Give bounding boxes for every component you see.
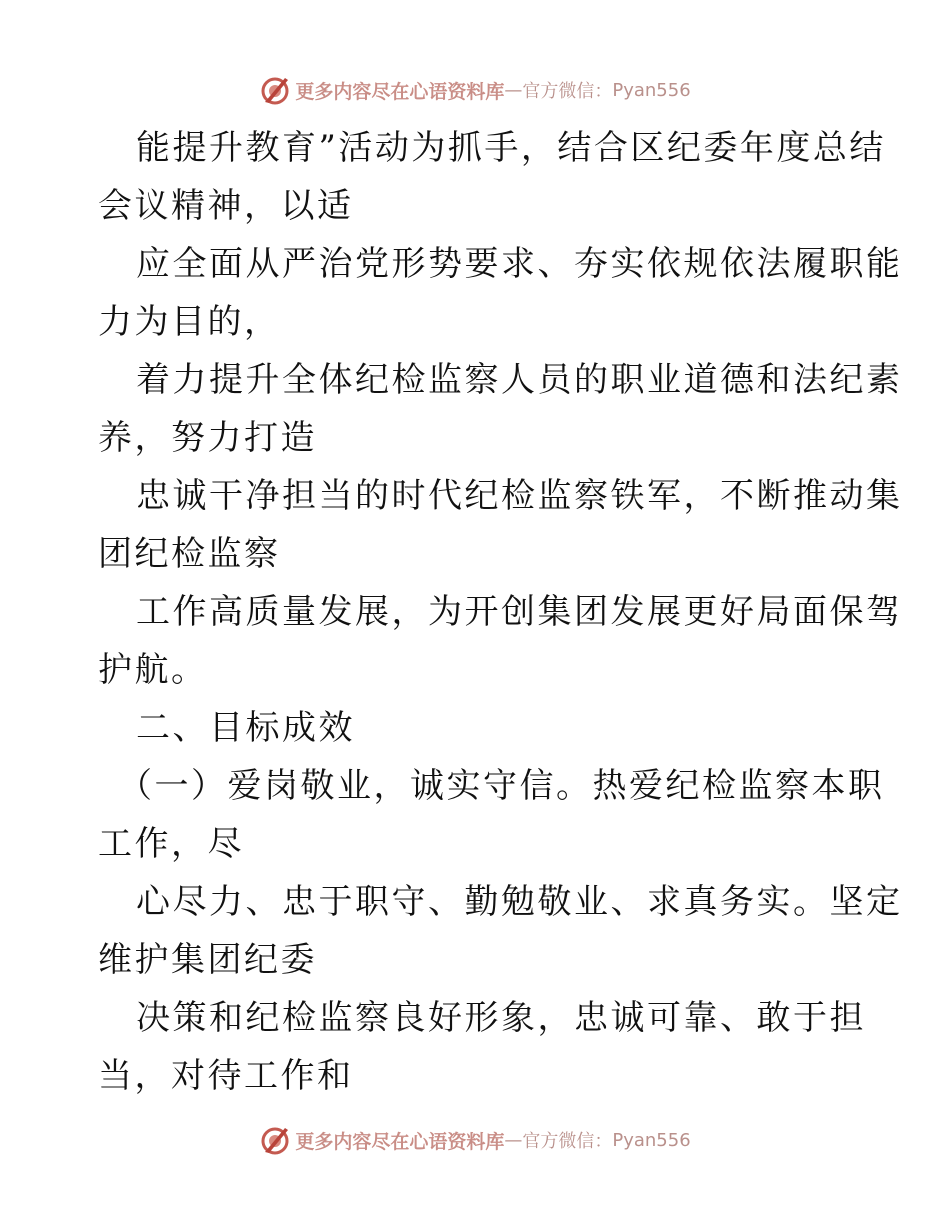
footer-watermark (0, 1120, 950, 1160)
watermark-official-label: 官方微信： (522, 1131, 613, 1152)
paragraph-line: 应全面从严治党形势要求、夯实依规依法履职能 (136, 244, 903, 284)
watermark-main-text: 更多内容尽在心语资料库 (295, 1130, 505, 1153)
paragraph-line: 维护集团纪委 (98, 940, 317, 980)
watermark-official-label: 官方微信： (522, 81, 613, 102)
seal-feather-icon (259, 74, 291, 106)
paragraph-line: 团纪检监察 (98, 534, 281, 574)
watermark-id: Pyan556 (612, 1129, 691, 1151)
paragraph-line: 力为目的， (98, 302, 281, 342)
paragraph-line: 能提升教育”活动为抓手，结合区纪委年度总结 (136, 128, 886, 168)
paragraph-line: 忠诚干净担当的时代纪检监察铁军，不断推动集 (136, 476, 903, 516)
watermark-dash: — (504, 79, 523, 101)
watermark-id: Pyan556 (612, 79, 691, 101)
paragraph-line: 心尽力、忠于职守、勤勉敬业、求真务实。坚定 (136, 882, 903, 922)
section-heading: 二、目标成效 (136, 708, 355, 748)
watermark-dash: — (504, 1129, 523, 1151)
paragraph-line: 当，对待工作和 (98, 1056, 354, 1096)
watermark-main-text: 更多内容尽在心语资料库 (295, 80, 505, 103)
paragraph-line: 决策和纪检监察良好形象，忠诚可靠、敢于担 (136, 998, 866, 1038)
paragraph-line: 着力提升全体纪检监察人员的职业道德和法纪素 (136, 360, 903, 400)
seal-feather-icon (259, 1124, 291, 1156)
paragraph-line: （一）爱岗敬业，诚实守信。热爱纪检监察本职 (118, 766, 885, 806)
paragraph-line: 工作，尽 (98, 824, 244, 864)
paragraph-line: 会议精神，以适 (98, 186, 354, 226)
header-watermark (0, 70, 950, 110)
paragraph-line: 工作高质量发展，为开创集团发展更好局面保驾 (136, 592, 903, 632)
paragraph-line: 护航。 (98, 650, 208, 690)
paragraph-line: 养，努力打造 (98, 418, 317, 458)
